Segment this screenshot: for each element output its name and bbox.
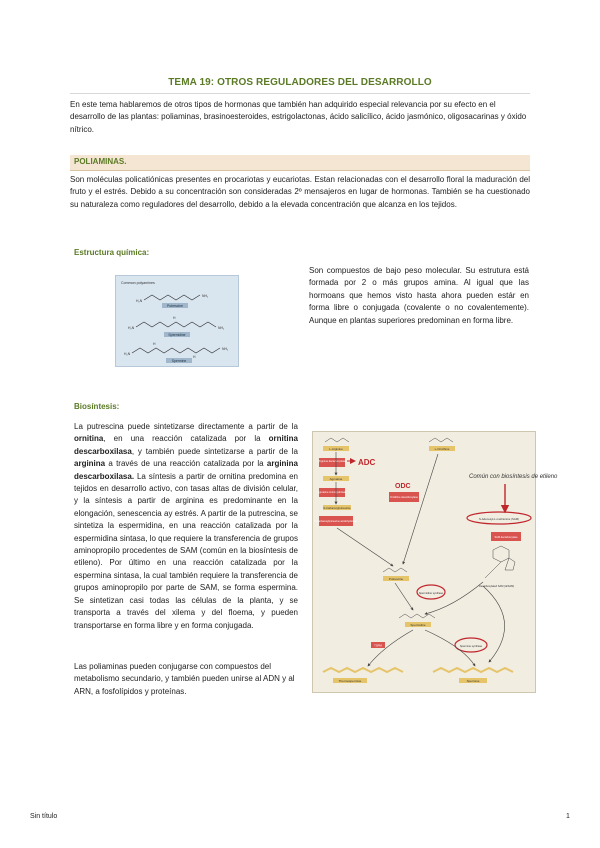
odc-label: ODC <box>395 483 411 490</box>
sam-decarb-label: SAM decarboxylase <box>494 536 518 539</box>
carbamoyl-label: N-Carbamoylputrescine <box>323 507 351 510</box>
spermidine-label: Spermidine <box>168 333 186 337</box>
sam-synth-label: S-Adenosyl-L-methionine (SAM) <box>478 517 520 521</box>
svg-text:H: H <box>153 342 156 346</box>
estructura-paragraph: Son compuestos de bajo peso molecular. Su estrutura está formada por 2 o más grupos amina. Al igual que las hormoans que hemos visto hasta ahora pueden estár en forma libre o conjugada (covalente o no covalentemente). Aunque en plantas superiores predominan en forma libre. <box>309 266 529 325</box>
agmatine-imino-label: Agmatine iminohydrolase <box>317 491 347 494</box>
orn-decarb-label: Ornithine decarboxylase <box>390 496 418 499</box>
biosintesis-paragraph: La putrescina puede sintetizarse directamente a partir de la ornitina, en una reacción catalizada por la ornitina descarboxilasa, y también puede sintetizarse a partir de la arginina a través de una reacción catalizada por la arginina descarboxilasa. La síntesis a partir de ornitina predomina en tejidos en desarrollo activo, con tasas altas de división celular, y la síntesis a partir de arginina es predominante en la elongación, senescencia ay estrés. A partir de la putrescina, se sintetiza la espermidina, en una reacción catalizada por la espermidina sintasa, lo que requiere la transferencia de grupos aminopropilo procedentes de SAM (común en la biosíntesis de etileno). Por último en una reacción catalizada por la espermina sintasa, la cual también requiere la transferencia de grupos aminopropilo por parte de SAM, se forma espermina. Se sintetizan casi todas las células de la planta, y se transporta a través del xilema y del floema, y pueden transportarse en forma libre y en forma conjugada. <box>74 422 298 630</box>
putrescine-pathway-label: Putrescine <box>388 577 404 581</box>
biosynthesis-pathway-figure <box>312 431 558 693</box>
spermidine-pathway-label: Spermidine <box>410 623 426 627</box>
svg-text:NH₂: NH₂ <box>218 326 225 330</box>
estructura-heading: Estructura química: <box>74 248 150 257</box>
svg-text:H₂N: H₂N <box>124 352 131 356</box>
adc-label: ADC <box>358 458 376 467</box>
comun-label: Común con biosíntesis de etileno <box>469 474 558 480</box>
footer-document-name: Sin título <box>30 813 58 820</box>
biosintesis-heading: Biosíntesis: <box>74 402 120 411</box>
carbamoyl-hydro-label: N-Carbamoylputrescine amidohydrolase <box>314 520 358 523</box>
svg-text:H₂N: H₂N <box>128 326 135 330</box>
decarb-sam-label: Decarboxylated SAM (dcSAM) <box>479 585 515 588</box>
spermine-pathway-label: Spermine <box>466 679 480 683</box>
footer-page-number: 1 <box>566 813 570 820</box>
biosynthesis-pathway-svg <box>313 432 558 692</box>
spermine-chain <box>132 348 220 353</box>
svg-text:H: H <box>193 355 196 359</box>
title-divider <box>70 93 530 94</box>
spermidine-chain <box>136 322 216 327</box>
intro-paragraph: En este tema hablaremos de otros tipos de hormonas que también han adquirido especial relevancia por su efecto en el desarrollo de las plantas: poliaminas, brasinoesteroides, estrigolactonas, ácido salicílico, ácido jasmónico, oligosacarinas y óxido nítrico. <box>70 100 527 134</box>
page-title: TEMA 19: OTROS REGULADORES DEL DESARROLLO <box>168 77 432 88</box>
spd-synth-label: Spermidine synthase <box>418 592 444 595</box>
svg-text:NH₂: NH₂ <box>222 347 229 351</box>
putrescine-label: Putrescine <box>166 304 184 308</box>
arginine-label: L-Arginine <box>329 447 343 451</box>
thermospermine-label: Thermospermine <box>338 679 362 683</box>
svg-text:NH₂: NH₂ <box>202 294 209 298</box>
svg-text:H: H <box>173 316 176 320</box>
section-heading: POLIAMINAS. <box>74 157 127 166</box>
tspm-label: TSPM <box>374 643 382 648</box>
poliaminas-paragraph: Son moléculas policatiónicas presentes en procariotas y eucariotas. Estan relacionadas con el desarrollo floral la maduración del fruto y el estrés. Debido a su concentración son consideradas 2º mensajeros en lugar de hormonas. También se ha cuestionado su naturaleza como reguladores del desarrollo, debido a la elevada concentración que alcanza en los tejidos. <box>70 175 530 209</box>
section-band-poliaminas <box>70 155 530 171</box>
conjugacion-paragraph: Las poliaminas pueden conjugarse con compuestos del metabolismo secundario, y también pueden unirse al ADN y al ARN, a fosfolípidos y proteínas. <box>74 662 295 696</box>
ornithine-label: L-Ornithine <box>434 447 450 451</box>
arg-decarb-label: Arginine decarboxylase <box>318 460 346 463</box>
fig1-caption: Common polyamines <box>121 281 155 285</box>
spm-synth-label: Spermine synthase <box>459 645 483 648</box>
agmatine-label: Agmatine <box>329 477 343 481</box>
polyamine-structures-figure <box>115 275 239 367</box>
polyamine-structures-svg <box>116 276 238 366</box>
putrescine-chain <box>144 295 200 300</box>
spermine-label: Spermine <box>171 359 187 363</box>
svg-text:H₂N: H₂N <box>136 299 143 303</box>
